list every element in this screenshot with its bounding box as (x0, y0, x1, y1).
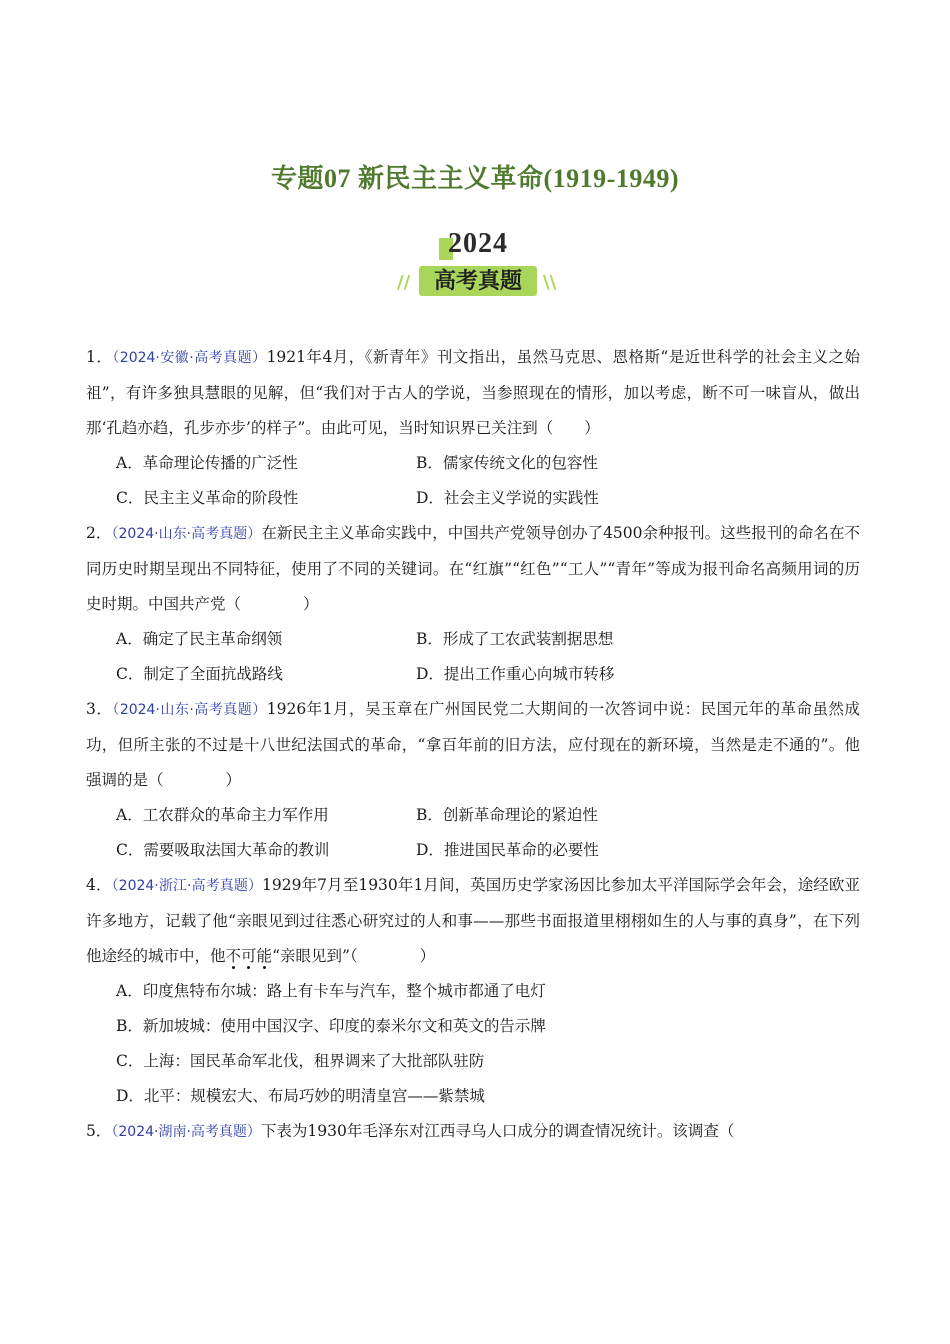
option-c: C．上海：国民革命军北伐，租界调来了大批部队驻防 (116, 1052, 485, 1070)
question-source: （2024·安徽·高考真题） (112, 350, 267, 366)
option-d: D．北平：规模宏大、布局巧妙的明清皇宫——紫禁城 (116, 1087, 485, 1105)
option-row (116, 798, 860, 833)
option-row (116, 446, 860, 481)
option-row (116, 833, 860, 868)
option-a: A．革命理论传播的广泛性 (116, 454, 298, 472)
option-b: B．创新革命理论的紧迫性 (416, 806, 598, 824)
emphasis-char: 不 (225, 947, 242, 965)
question-number: 2． (86, 524, 112, 542)
year-badge (393, 228, 563, 302)
slash-right-decoration: \\ (543, 272, 557, 293)
page-title: 专题07 新民主主义革命(1919-1949) (271, 164, 679, 193)
question-number: 3． (86, 700, 113, 718)
option-d: D．推进国民革命的必要性 (416, 841, 599, 859)
option-a: A．确定了民主革命纲领 (116, 630, 283, 648)
question-text: 下表为1930年毛泽东对江西寻乌人口成分的调查情况统计。该调查（ (260, 1122, 735, 1140)
question-text-tail: “亲眼见到”（ ） (272, 947, 436, 965)
question-text: 1929年7月至1930年1月间，英国历史学家汤因比参加太平洋国际学会年会，途经欧亚许多地方，记载了他“亲眼见到过往悉心研究过的人和事——那些书面报道里栩栩如生的人与事的真身”，在下列他途经的城市中，他 (86, 876, 860, 965)
question-text: 1921年4月，《新青年》刊文指出，虽然马克思、恩格斯“是近世科学的社会主义之始祖”，有许多独具慧眼的见解，但“我们对于古人的学说，当参照现在的情形，加以考虑，断不可一味盲从，做出那‘孔趋亦趋，孔步亦步’的样子”。由此可见，当时知识界已关注到（ ） (86, 348, 860, 437)
emphasis-char: 能 (256, 947, 273, 965)
option-row (116, 657, 860, 692)
option-a: A．工农群众的革命主力军作用 (116, 806, 329, 824)
question-list (86, 340, 860, 1150)
question-1 (86, 340, 860, 446)
question-number: 1． (86, 348, 113, 366)
question-source: （2024·浙江·高考真题） (111, 878, 263, 894)
question-2 (86, 516, 860, 622)
option-b: B．形成了工农武装割据思想 (416, 630, 614, 648)
option-d: D．社会主义学说的实践性 (416, 489, 599, 507)
option-row (116, 622, 860, 657)
option-c: C．民主主义革命的阶段性 (116, 489, 299, 507)
question-5 (86, 1114, 860, 1150)
slash-left-decoration: // (397, 272, 411, 293)
question-number: 5． (86, 1122, 112, 1140)
badge-year: 2024 (448, 228, 508, 259)
question-3 (86, 692, 860, 798)
question-source: （2024·山东·高考真题） (112, 702, 267, 718)
option-d: D．提出工作重心向城市转移 (416, 665, 615, 683)
option-c: C．制定了全面抗战路线 (116, 665, 283, 683)
option-row (116, 481, 860, 516)
question-source: （2024·湖南·高考真题） (111, 1124, 261, 1140)
option-a: A．印度焦特布尔城：路上有卡车与汽车，整个城市都通了电灯 (116, 982, 546, 1000)
badge-label: 高考真题 (433, 269, 522, 294)
option-b: B．儒家传统文化的包容性 (416, 454, 598, 472)
question-4 (86, 868, 860, 974)
option-c: C．需要吸取法国大革命的教训 (116, 841, 330, 859)
emphasis-char: 可 (241, 947, 257, 965)
question-text: 1926年1月，吴玉章在广州国民党二大期间的一次答词中说：民国元年的革命虽然成功，但所主张的不过是十八世纪法国式的革命，“拿百年前的旧方法，应付现在的新环境，当然是走不通的”。他强调的是（ ） (86, 700, 861, 789)
option-b: B．新加坡城：使用中国汉字、印度的泰米尔文和英文的告示牌 (116, 1017, 546, 1035)
question-source: （2024·山东·高考真题） (111, 526, 262, 542)
question-number: 4． (86, 876, 112, 894)
question-text: 在新民主主义革命实践中，中国共产党领导创办了4500余种报刊。这些报刊的命名在不同历史时期呈现出不同特征，使用了不同的关键词。在“红旗”“红色”“工人”“青年”等成为报刊命名高频用词的历史时期。中国共产党（ ） (86, 524, 860, 613)
